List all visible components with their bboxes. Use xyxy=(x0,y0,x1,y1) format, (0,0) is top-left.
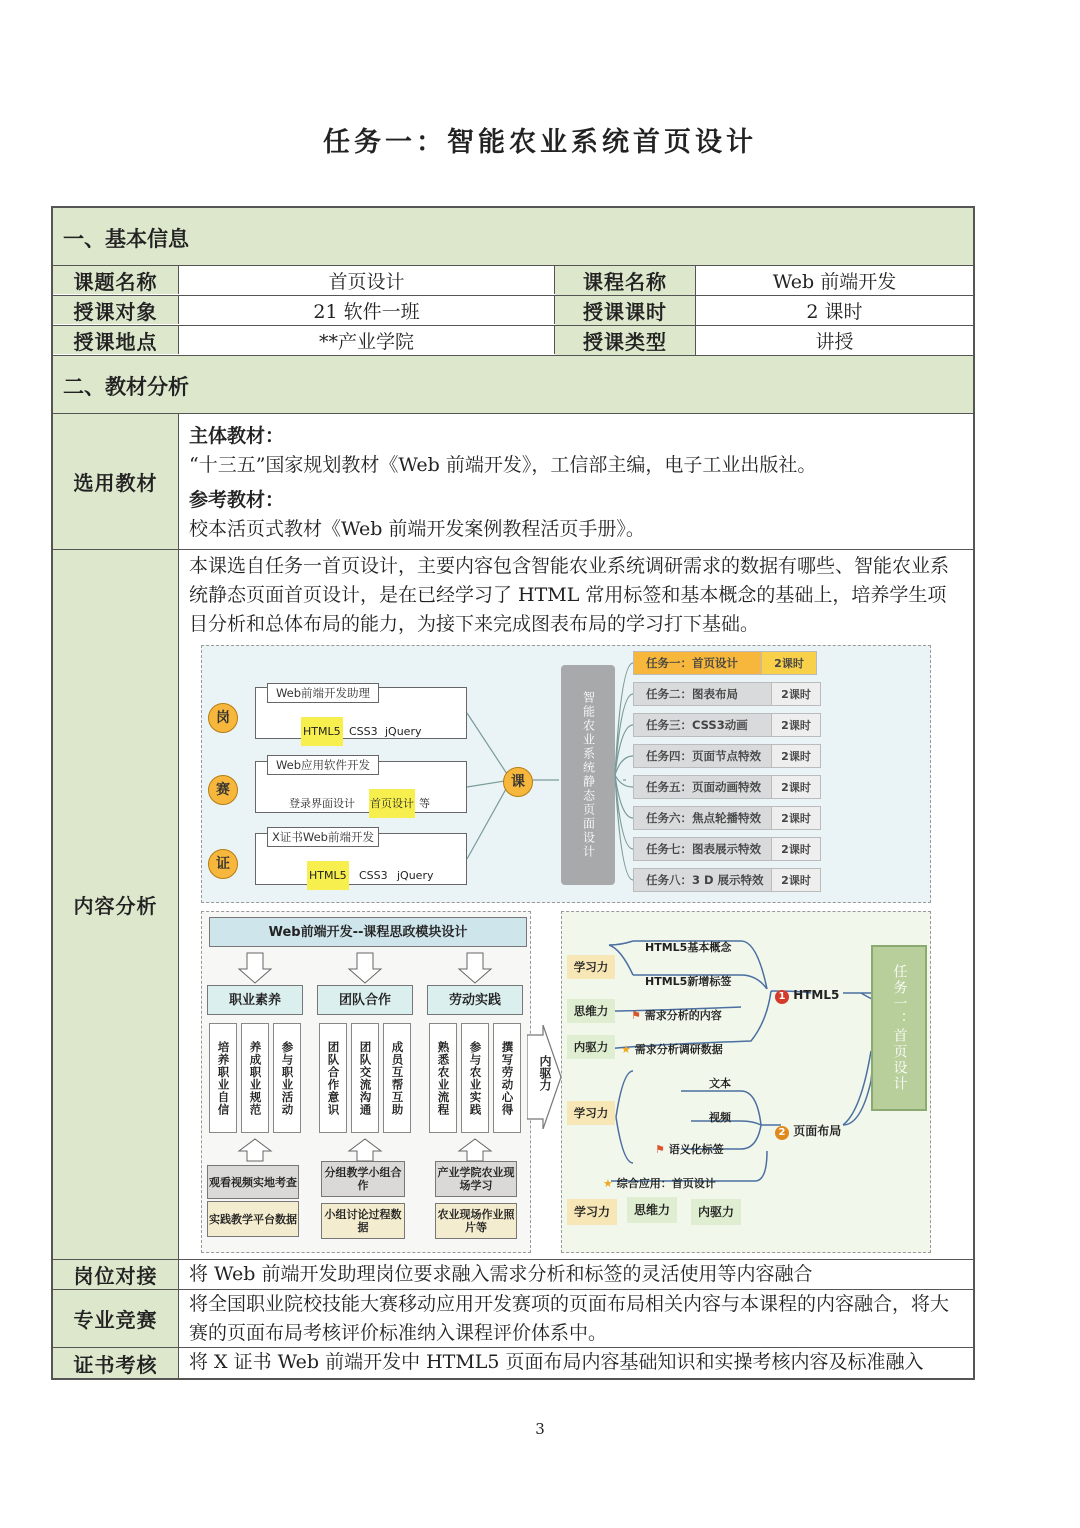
info-row-1 xyxy=(53,266,973,296)
value-column: 熟悉农业流程 xyxy=(429,1023,457,1133)
node-html5-basics: HTML5基本概念 xyxy=(645,941,732,954)
label-job: 岗位对接 xyxy=(53,1260,179,1289)
sai-badge: 赛 xyxy=(208,775,238,805)
value-topic: 首页设计 xyxy=(179,266,555,294)
method-1-top: 观看视频实地考查 xyxy=(207,1165,299,1199)
value-column: 培养职业自信 xyxy=(209,1023,237,1133)
zheng-title: X证书Web前端开发 xyxy=(267,827,379,847)
label-hours: 授课课时 xyxy=(555,296,696,325)
info-row-2 xyxy=(53,296,973,326)
node-html5-text: HTML5 xyxy=(793,988,840,1002)
task-item: 任务三：CSS3动画 xyxy=(633,713,817,737)
ref-textbook-heading: 参考教材： xyxy=(189,489,285,511)
job-row xyxy=(53,1260,973,1290)
learn-tag-2: 学习力 xyxy=(567,1101,615,1125)
node-requirement-data xyxy=(621,1035,723,1064)
method-3-bottom: 农业现场作业照片等 xyxy=(435,1203,517,1239)
task-hours: 2课时 xyxy=(771,744,821,768)
value-column: 撰写劳动心得 xyxy=(493,1023,521,1133)
star-icon: ★ xyxy=(603,1177,613,1190)
method-3-top: 产业学院农业现场学习 xyxy=(435,1161,517,1197)
value-column: 参与职业活动 xyxy=(273,1023,301,1133)
value-hours: 2 课时 xyxy=(806,300,863,323)
task-item: 任务六：焦点轮播特效 xyxy=(633,806,817,830)
zheng-jquery: jQuery xyxy=(397,869,434,882)
content-analysis-cell xyxy=(179,550,973,1259)
task-item: 任务七：图表展示特效 xyxy=(633,837,817,861)
task-item: 任务四：页面节点特效 xyxy=(633,744,817,768)
gang-jquery: jQuery xyxy=(385,725,422,738)
value-location: **产业学院 xyxy=(179,326,555,354)
star-icon: ★ xyxy=(621,1043,631,1056)
task-item: 任务二：图表布局 xyxy=(633,682,817,706)
section-basic-info: 一、基本信息 xyxy=(53,208,973,266)
sai-etc: 等 xyxy=(419,797,430,810)
task-hours: 2课时 xyxy=(771,713,821,737)
label-textbook: 选用教材 xyxy=(53,414,179,549)
task-hours: 2课时 xyxy=(771,775,821,799)
label-topic: 课题名称 xyxy=(53,266,179,294)
drive-tag-1: 内驱力 xyxy=(567,1035,615,1059)
task-hours: 2课时 xyxy=(771,682,821,706)
method-2-top: 分组教学小组合作 xyxy=(321,1161,405,1197)
label-audience: 授课对象 xyxy=(53,296,179,324)
drive-arrow-label: 内驱力 xyxy=(538,1055,552,1091)
gang-title: Web前端开发助理 xyxy=(267,683,379,703)
value-column: 团队合作意识 xyxy=(319,1023,347,1133)
task-hours: 2课时 xyxy=(771,868,821,892)
task-connector-line xyxy=(615,775,633,787)
value-column: 成员互帮互助 xyxy=(383,1023,411,1133)
label-location: 授课地点 xyxy=(53,326,179,354)
sai-homepage: 首页设计 xyxy=(369,789,415,818)
learn-tag-1: 学习力 xyxy=(567,955,615,979)
down-arrows xyxy=(201,945,531,985)
task-hours: 2课时 xyxy=(771,806,821,830)
node-comprehensive-text: 综合应用：首页设计 xyxy=(616,1177,716,1190)
node-html5-new-tags: HTML5新增标签 xyxy=(645,975,732,988)
zheng-badge: 证 xyxy=(208,849,238,879)
num-badge-icon: 2 xyxy=(775,1126,789,1140)
textbook-content xyxy=(179,414,973,549)
value-column: 养成职业规范 xyxy=(241,1023,269,1133)
task-hours: 2课时 xyxy=(761,651,817,675)
num-badge-icon: 1 xyxy=(775,990,789,1004)
node-semantic-tags-text: 语义化标签 xyxy=(668,1143,724,1156)
competition-row xyxy=(53,1290,973,1348)
node-requirement-content-text: 需求分析的内容 xyxy=(644,1009,722,1022)
zheng-html5: HTML5 xyxy=(307,861,349,890)
bottom-tag-think: 思维力 xyxy=(627,1197,677,1223)
certificate-row xyxy=(53,1348,973,1378)
task-item: 任务八：3 D 展示特效 xyxy=(633,868,817,892)
gang-badge: 岗 xyxy=(208,703,238,733)
node-requirement-data-text: 需求分析调研数据 xyxy=(634,1043,723,1056)
node-layout-branch xyxy=(775,1117,841,1146)
course-diagram xyxy=(201,645,933,1255)
ideology-title: Web前端开发--课程思政模块设计 xyxy=(209,917,527,947)
zheng-css3: CSS3 xyxy=(359,869,388,882)
cat-labor: 劳动实践 xyxy=(427,985,523,1015)
node-requirement-content xyxy=(631,1001,722,1030)
center-course-box: 智能农业系统静态页面设计 xyxy=(561,665,615,885)
cat-professional: 职业素养 xyxy=(207,985,303,1015)
label-certificate: 证书考核 xyxy=(53,1348,179,1378)
task-connectors xyxy=(201,645,931,903)
section-textbook-analysis: 二、教材分析 xyxy=(53,356,973,414)
lesson-table xyxy=(51,206,975,1380)
node-comprehensive xyxy=(603,1169,716,1198)
bottom-tag-drive: 内驱力 xyxy=(691,1199,741,1225)
value-column: 参与农业实践 xyxy=(461,1023,489,1133)
page-number: 3 xyxy=(535,1420,545,1438)
gang-css3: CSS3 xyxy=(349,725,378,738)
value-type: 讲授 xyxy=(815,330,854,353)
task-item: 任务五：页面动画特效 xyxy=(633,775,817,799)
label-course: 课程名称 xyxy=(555,266,696,295)
ke-badge: 课 xyxy=(503,767,533,797)
job-text: 将 Web 前端开发助理岗位要求融入需求分析和标签的灵活使用等内容融合 xyxy=(189,1263,813,1285)
method-2-bottom: 小组讨论过程数据 xyxy=(321,1203,405,1239)
bottom-tag-learn: 学习力 xyxy=(567,1199,617,1225)
content-analysis-row xyxy=(53,550,973,1260)
method-1-bottom: 实践教学平台数据 xyxy=(207,1201,299,1237)
sai-title: Web应用软件开发 xyxy=(267,755,379,775)
think-tag-1: 思维力 xyxy=(567,999,615,1023)
page-title: 任务一：智能农业系统首页设计 xyxy=(323,127,757,158)
node-video: 视频 xyxy=(709,1111,731,1124)
flag-icon: ⚑ xyxy=(655,1143,665,1156)
main-textbook-text: “十三五”国家规划教材《Web 前端开发》，工信部主编，电子工业出版社。 xyxy=(189,454,817,476)
label-type: 授课类型 xyxy=(555,326,696,355)
content-analysis-text: 本课选自任务一首页设计，主要内容包含智能农业系统调研需求的数据有哪些、智能农业系统静态页面首页设计，是在已经学习了 HTML 常用标签和基本概念的基础上，培养学生项目分析和总体布局的能力，为接下来完成图表布局的学习打下基础。 xyxy=(189,555,950,635)
up-arrows xyxy=(201,1137,531,1163)
cat-teamwork: 团队合作 xyxy=(317,985,413,1015)
certificate-text: 将 X 证书 Web 前端开发中 HTML5 页面布局内容基础知识和实操考核内容及标准融入 xyxy=(189,1351,924,1373)
node-text: 文本 xyxy=(709,1077,731,1090)
value-course: Web 前端开发 xyxy=(772,270,897,293)
flag-icon: ⚑ xyxy=(631,1009,641,1022)
task-item: 任务一：首页设计 xyxy=(633,651,817,675)
task-hours: 2课时 xyxy=(771,837,821,861)
label-content-analysis: 内容分析 xyxy=(53,550,179,1259)
gang-html5: HTML5 xyxy=(301,717,343,746)
ref-textbook-text: 校本活页式教材《Web 前端开发案例教程活页手册》。 xyxy=(189,518,645,540)
task-one-box: 任务一：首页设计 xyxy=(871,945,927,1111)
competition-text: 将全国职业院校技能大赛移动应用开发赛项的页面布局相关内容与本课程的内容融合，将大赛的页面布局考核评价标准纳入课程评价体系中。 xyxy=(189,1293,950,1344)
value-column: 团队交流沟通 xyxy=(351,1023,379,1133)
main-textbook-heading: 主体教材： xyxy=(189,425,285,447)
label-competition: 专业竞赛 xyxy=(53,1290,179,1347)
node-semantic-tags xyxy=(655,1135,724,1164)
node-html5-branch xyxy=(775,981,839,1010)
node-layout-text: 页面布局 xyxy=(793,1124,842,1138)
value-audience: 21 软件一班 xyxy=(179,296,555,324)
info-row-3 xyxy=(53,326,973,356)
sai-login: 登录界面设计 xyxy=(289,797,355,810)
textbook-row xyxy=(53,414,973,550)
